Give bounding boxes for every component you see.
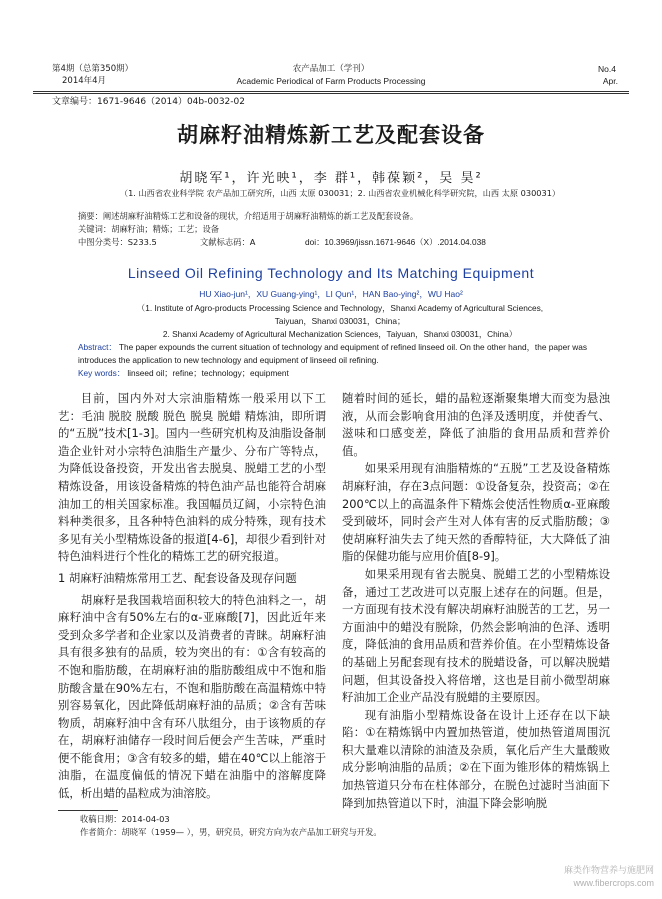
english-affiliation-2: 2. Shanxi Academy of Agricultural Mechanization Sciences，Taiyuan，Shanxi 030031，China） <box>162 329 518 339</box>
english-keywords-text: linseed oil；refine；technology；equipment <box>127 368 289 378</box>
issue-date: 2014年4月 <box>62 76 107 86</box>
footnote-rule <box>58 810 118 811</box>
journal-name-en: Academic Periodical of Farm Products Processing <box>236 76 426 86</box>
english-affiliation-1b: Taiyuan，Shanxi 030031，China； <box>274 316 406 326</box>
journal-month: Apr. <box>602 76 618 86</box>
watermark-url: www.fibercrops.com <box>573 878 654 888</box>
section-heading-1: 1 胡麻籽油精炼常用工艺、配套设备及现存问题 <box>58 570 297 585</box>
english-authors: HU Xiao-jun¹，XU Guang-ying¹，LI Qun¹，HAN Bao-ying²，WU Hao² <box>199 289 463 299</box>
document-code: 文献标志码：A <box>200 237 256 247</box>
journal-name-cn: 农产品加工（学刊） <box>292 64 370 74</box>
watermark-site-name: 麻类作物营养与施肥网 <box>563 866 654 876</box>
english-abstract-text: The paper expounds the current situation of technology and equipment of refined linseed oil. On the other hand，the paper was introduces the application to new technology and equipment of linseed oil refining. <box>78 342 588 365</box>
keywords-cn: 关键词：胡麻籽油；精炼；工艺；设备 <box>78 224 220 234</box>
body-left-column <box>58 390 326 803</box>
author-affiliations: （1. 山西省农业科学院 农产品加工研究所，山西 太原 030031；2. 山西省农业机械化科学研究院，山西 太原 030031） <box>119 188 561 198</box>
header-rule <box>33 91 629 92</box>
english-keywords-label: Key words： <box>78 368 126 378</box>
paragraph-defects: 现有油脂小型精炼设备在设计上还存在以下缺陷：①在精炼锅中内置加热管道，使加热管道周围沉积大量难以清除的油渣及杂质，氧化后产生大量酸败成分影响油脂的品质；②在下面为锥形体的精炼锅上加热管道只分布在柱体部分，在脱色过滤时当油面下降到加热管道以下时，油温下降会影响脱 <box>342 707 610 810</box>
header-rule-2 <box>33 93 629 94</box>
paper-title: 胡麻籽油精炼新工艺及配套设备 <box>177 123 485 147</box>
paragraph-small-equipment: 如果采用现有省去脱臭、脱蜡工艺的小型精炼设备，通过工艺改进可以克服上述存在的问题。但是，一方面现有技术没有解决胡麻籽油脱苦的工艺，另一方面油中的蜡没有脱除，仍然会影响油的色泽、透明度，降低油的食用品质和营养价值。在小型精炼设备的基础上另配套现有技术的脱蜡设备，可以解决脱蜡问题，但其设备投入将倍增，这也是目前小微型胡麻籽油加工企业产品没有脱蜡的主要原因。 <box>342 566 610 705</box>
abstract-cn: 摘要：阐述胡麻籽油精炼工艺和设备的现状，介绍适用于胡麻籽油精炼的新工艺及配套设备。 <box>78 211 419 221</box>
body-right-column <box>342 390 610 812</box>
paragraph-continued: 随着时间的延长，蜡的晶粒逐渐聚集增大而变为悬浊液，从而会影响食用油的色泽及透明度，并使香气、滋味和口感变差，降低了油脂的食用品质和营养价值。 <box>342 391 610 458</box>
classification-code: 中图分类号：S233.5 <box>78 237 157 247</box>
journal-no: No.4 <box>598 64 616 74</box>
english-title: Linseed Oil Refining Technology and Its Matching Equipment <box>127 265 535 281</box>
paragraph-linseed: 胡麻籽是我国栽培面积较大的特色油料之一，胡麻籽油中含有50%左右的α-亚麻酸[7]，因此近年来受到众多学者和企业家以及消费者的青睐。胡麻籽油具有很多独有的品质，较为突出的有：①含有较高的不饱和脂肪酸，在胡麻籽油的脂肪酸组成中不饱和脂肪酸含量在90%左右，不饱和脂肪酸在高温精炼中特别容易氧化，因此降低胡麻籽油的品质；②含有苦味物质，胡麻籽油中含有环八肽组分，由于该物质的存在，胡麻籽油储存一段时间后便会产生苦味，严重时便不能食用；③含有较多的蜡，蜡在40℃以上能溶于油脂，在温度偏低的情况下蜡在油脂中的溶解度降低，析出蜡的晶粒成为油溶胶。 <box>58 592 326 801</box>
english-abstract-label: Abstract： <box>78 342 117 352</box>
english-abstract <box>78 341 626 367</box>
article-number: 文章编号：1671-9646（2014）04b-0032-02 <box>52 97 245 107</box>
footnote-received: 收稿日期：2014-04-03 <box>80 814 170 824</box>
doi: doi：10.3969/jissn.1671-9646（X）.2014.04.038 <box>305 237 486 247</box>
author-list: 胡晓军¹，许光映¹，李 群¹，韩葆颖²，吴 昊² <box>179 171 483 186</box>
watermark <box>564 865 654 889</box>
paragraph-problems: 如果采用现有油脂精炼的“五脱”工艺及设备精炼胡麻籽油，存在3点问题：①设备复杂，投资高；②在200℃以上的高温条件下精炼会使活性物质α-亚麻酸受到破坏，同时会产生对人体有害的反式脂肪酸；③使胡麻籽油失去了纯天然的香醇特征，大大降低了油脂的保健功能与应用价值[8-9]。 <box>342 461 610 564</box>
paragraph-intro: 目前，国内外对大宗油脂精炼一般采用以下工艺：毛油 脱胶 脱酸 脱色 脱臭 脱蜡 精炼油，即所谓的“五脱”技术[1-3]。国内一些研究机构及油脂设备制造企业针对小宗特色油脂生产量少、分布广等特点，为降低设备投资，开发出省去脱臭、脱蜡工艺的小型精炼设备，用该设备精炼的特色油产品也能符合胡麻油加工的相关国家标准。我国幅员辽阔，小宗特色油料种类很多，且各种特色油料的成分特殊，现有技术多见有关小型精炼设备的报道[4-6]，却很少看到针对特色油料进行个性化的精炼工艺的研究报道。 <box>58 391 326 564</box>
footnote-author: 作者简介：胡晓军（1959— ），男，研究员，研究方向为农产品加工研究与开发。 <box>80 827 382 837</box>
english-affiliation-1a: （1. Institute of Agro-products Processing Science and Technology，Shanxi Academy of Agricultural Sciences, <box>136 303 544 313</box>
english-keywords <box>78 367 626 380</box>
issue-number: 第4期（总第350期） <box>52 64 134 74</box>
